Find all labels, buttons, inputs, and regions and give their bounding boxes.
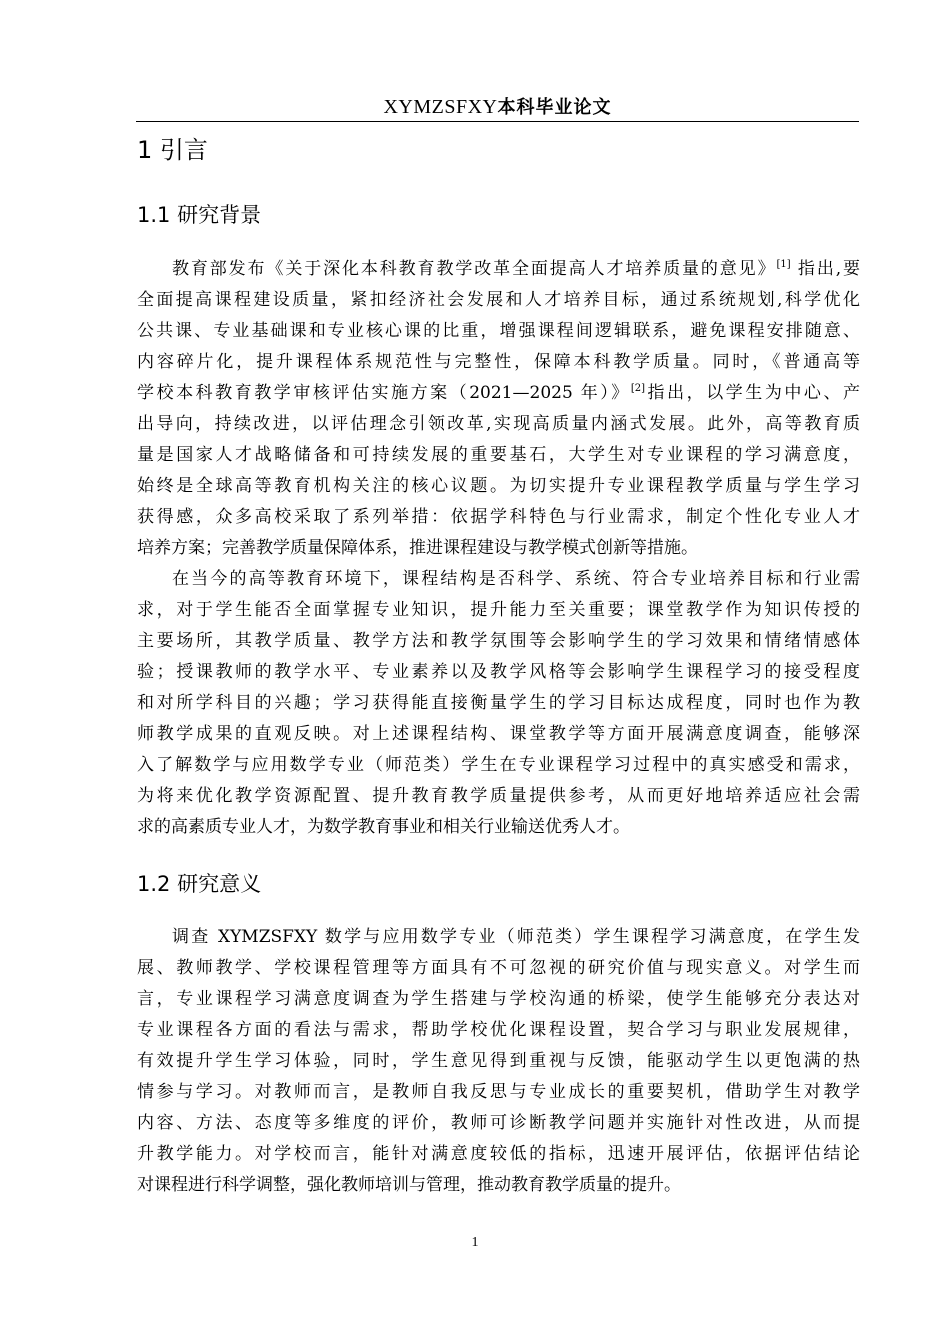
text-line: 情参与学习。对教师而言，是教师自我反思与专业成长的重要契机，借助学生对教学	[137, 1082, 860, 1102]
text-line: 求，对于学生能否全面掌握专业知识，提升能力至关重要；课堂教学作为知识传授的	[137, 600, 860, 620]
text-line	[137, 254, 860, 285]
paragraph-significance	[137, 922, 860, 1201]
text-line: 内容碎片化，提升课程体系规范性与完整性，保障本科教学质量。同时，《普通高等	[137, 352, 860, 372]
text-line: 言，专业课程学习满意度调查为学生搭建与学校沟通的桥梁，使学生能够充分表达对	[137, 989, 860, 1009]
text-line: 求的高素质专业人才，为数学教育事业和相关行业输送优秀人才。	[137, 817, 630, 837]
text-line: 师教学成果的直观反映。对上述课程结构、课堂教学等方面开展满意度调查，能够深	[137, 724, 860, 744]
page-number: 1	[471, 1235, 479, 1250]
text-line: 全面提高课程建设质量，紧扣经济社会发展和人才培养目标，通过系统规划,科学优化	[137, 290, 860, 310]
page-header	[136, 92, 859, 120]
text-segment: 教育部发布《关于深化本科教育教学改革全面提高人才培养质量的意见》	[172, 259, 777, 279]
text-line: 获得感，众多高校采取了系列举措：依据学科特色与行业需求，制定个性化专业人才	[137, 507, 860, 527]
text-line: 为将来优化教学资源配置、提升教育教学质量提供参考，从而更好地培养适应社会需	[137, 786, 860, 806]
text-line: 公共课、专业基础课和专业核心课的比重，增强课程间逻辑联系，避免课程安排随意、	[137, 321, 860, 341]
text-line: 对课程进行科学调整，强化教师培训与管理，推动教育教学质量的提升。	[137, 1175, 681, 1195]
text-line: 入了解数学与应用数学专业（师范类）学生在专业课程学习过程中的真实感受和需求，	[137, 755, 860, 775]
header-code: XYMZSFXY	[383, 96, 498, 118]
text-line: 调查 XYMZSFXY 数学与应用数学专业（师范类）学生课程学习满意度，在学生发	[172, 927, 860, 947]
header-rule	[136, 121, 859, 122]
section-heading-1-1: 1.1 研究背景	[137, 203, 262, 227]
citation-1[interactable]: [1]	[776, 259, 791, 270]
text-segment: 学校本科教育教学审核评估实施方案（2021—2025 年）》	[137, 383, 631, 403]
text-line: 验；授课教师的教学水平、专业素养以及教学风格等会影响学生课程学习的接受程度	[137, 662, 860, 682]
section-heading-1: 1 引言	[137, 136, 208, 164]
text-line	[137, 378, 860, 409]
header-title: 本科毕业论文	[497, 97, 612, 118]
text-segment: 指出,要	[790, 259, 861, 279]
text-line: 内容、方法、态度等多维度的评价，教师可诊断教学问题并实施针对性改进，从而提	[137, 1113, 860, 1133]
text-segment: 指出，以学生为中心、产	[645, 383, 860, 403]
text-line: 升教学能力。对学校而言，能针对满意度较低的指标，迅速开展评估，依据评估结论	[137, 1144, 860, 1164]
section-heading-1-2: 1.2 研究意义	[137, 872, 262, 896]
text-line: 培养方案；完善教学质量保障体系，推进课程建设与教学模式创新等措施。	[137, 538, 698, 558]
text-line: 有效提升学生学习体验，同时，学生意见得到重视与反馈，能驱动学生以更饱满的热	[137, 1051, 860, 1071]
paragraph-background-1	[137, 254, 860, 564]
text-line: 展、教师教学、学校课程管理等方面具有不可忽视的研究价值与现实意义。对学生而	[137, 958, 860, 978]
text-line: 量是国家人才战略储备和可持续发展的重要基石，大学生对专业课程的学习满意度，	[137, 445, 860, 465]
text-line: 和对所学科目的兴趣；学习获得能直接衡量学生的学习目标达成程度，同时也作为教	[137, 693, 860, 713]
text-line: 出导向，持续改进，以评估理念引领改革,实现高质量内涵式发展。此外，高等教育质	[137, 414, 860, 434]
citation-2[interactable]: [2]	[630, 383, 646, 394]
text-line: 专业课程各方面的看法与需求，帮助学校优化课程设置，契合学习与职业发展规律，	[137, 1020, 860, 1040]
text-line: 始终是全球高等教育机构关注的核心议题。为切实提升专业课程教学质量与学生学习	[137, 476, 860, 496]
text-line: 在当今的高等教育环境下，课程结构是否科学、系统、符合专业培养目标和行业需	[172, 569, 860, 589]
text-line: 主要场所，其教学质量、教学方法和教学氛围等会影响学生的学习效果和情绪情感体	[137, 631, 860, 651]
paragraph-background-2	[137, 564, 860, 843]
